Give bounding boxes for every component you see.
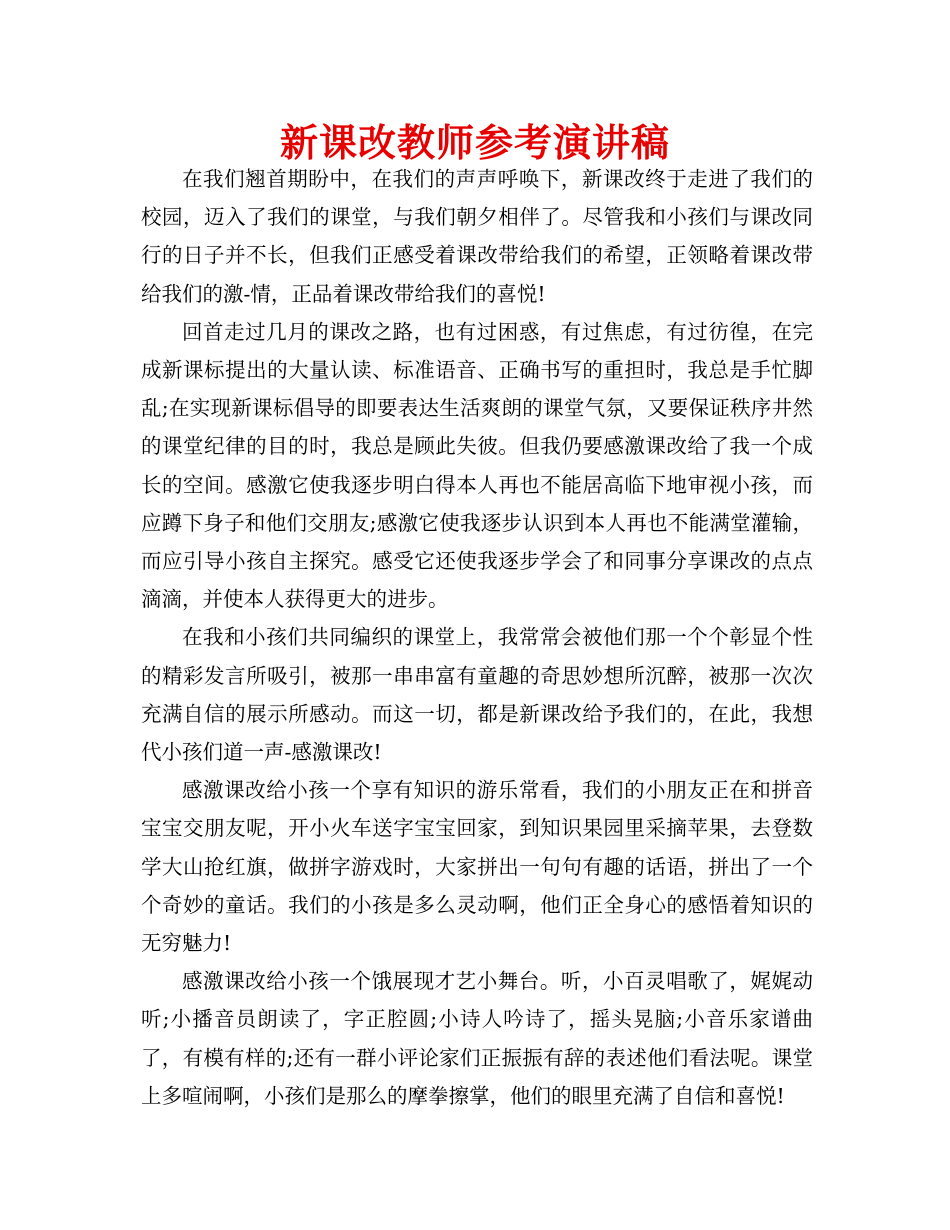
paragraph-1: 在我们翘首期盼中，在我们的声声呼唤下，新课改终于走进了我们的校园，迈入了我们的课堂，与我们朝夕相伴了。尽管我和小孩们与课改同行的日子并不长，但我们正感受着课改带给我们的希望，正领略着课改带给我们的激-情，正品着课改带给我们的喜悦!	[141, 167, 813, 306]
paragraph-4: 感激课改给小孩一个享有知识的游乐常看，我们的小朋友正在和拼音宝宝交朋友呢，开小火车送字宝宝回家，到知识果园里采摘苹果，去登数学大山抢红旗，做拼字游戏时，大家拼出一句句有趣的话语，拼出了一个个奇妙的童话。我们的小孩是多么灵动啊，他们正全身心的感悟着知识的无穷魅力!	[141, 778, 813, 956]
paragraph-3: 在我和小孩们共同编织的课堂上，我常常会被他们那一个个彰显个性的精彩发言所吸引，被那一串串富有童趣的奇思妙想所沉醉，被那一次次充满自信的展示所感动。而这一切，都是新课改给予我们的，在此，我想代小孩们道一声-感激课改!	[141, 625, 813, 765]
paragraph-2: 回首走过几月的课改之路，也有过困惑，有过焦虑，有过彷徨，在完成新课标提出的大量认读、标准语音、正确书写的重担时，我总是手忙脚乱;在实现新课标倡导的即要表达生活爽朗的课堂气氛，又要保证秩序井然的课堂纪律的目的时，我总是顾此失彼。但我仍要感激课改给了我一个成长的空间。感激它使我逐步明白得本人再也不能居高临下地审视小孩，而应蹲下身子和他们交朋友;感激它使我逐步认识到本人再也不能满堂灌输，而应引导小孩自主探究。感受它还使我逐步学会了和同事分享课改的点点滴滴，并使本人获得更大的进步。	[141, 319, 813, 612]
document-body	[141, 160, 813, 1115]
document-title: 新课改教师参考演讲稿	[279, 121, 670, 165]
paragraph-5: 感激课改给小孩一个饿展现才艺小舞台。听，小百灵唱歌了，娓娓动听;小播音员朗读了，字正腔圆;小诗人吟诗了，摇头晃脑;小音乐家谱曲了，有模有样的;还有一群小评论家们正振振有辞的表述他们看法呢。课堂上多喧闹啊，小孩们是那么的摩拳擦掌，他们的眼里充满了自信和喜悦!	[141, 969, 813, 1108]
